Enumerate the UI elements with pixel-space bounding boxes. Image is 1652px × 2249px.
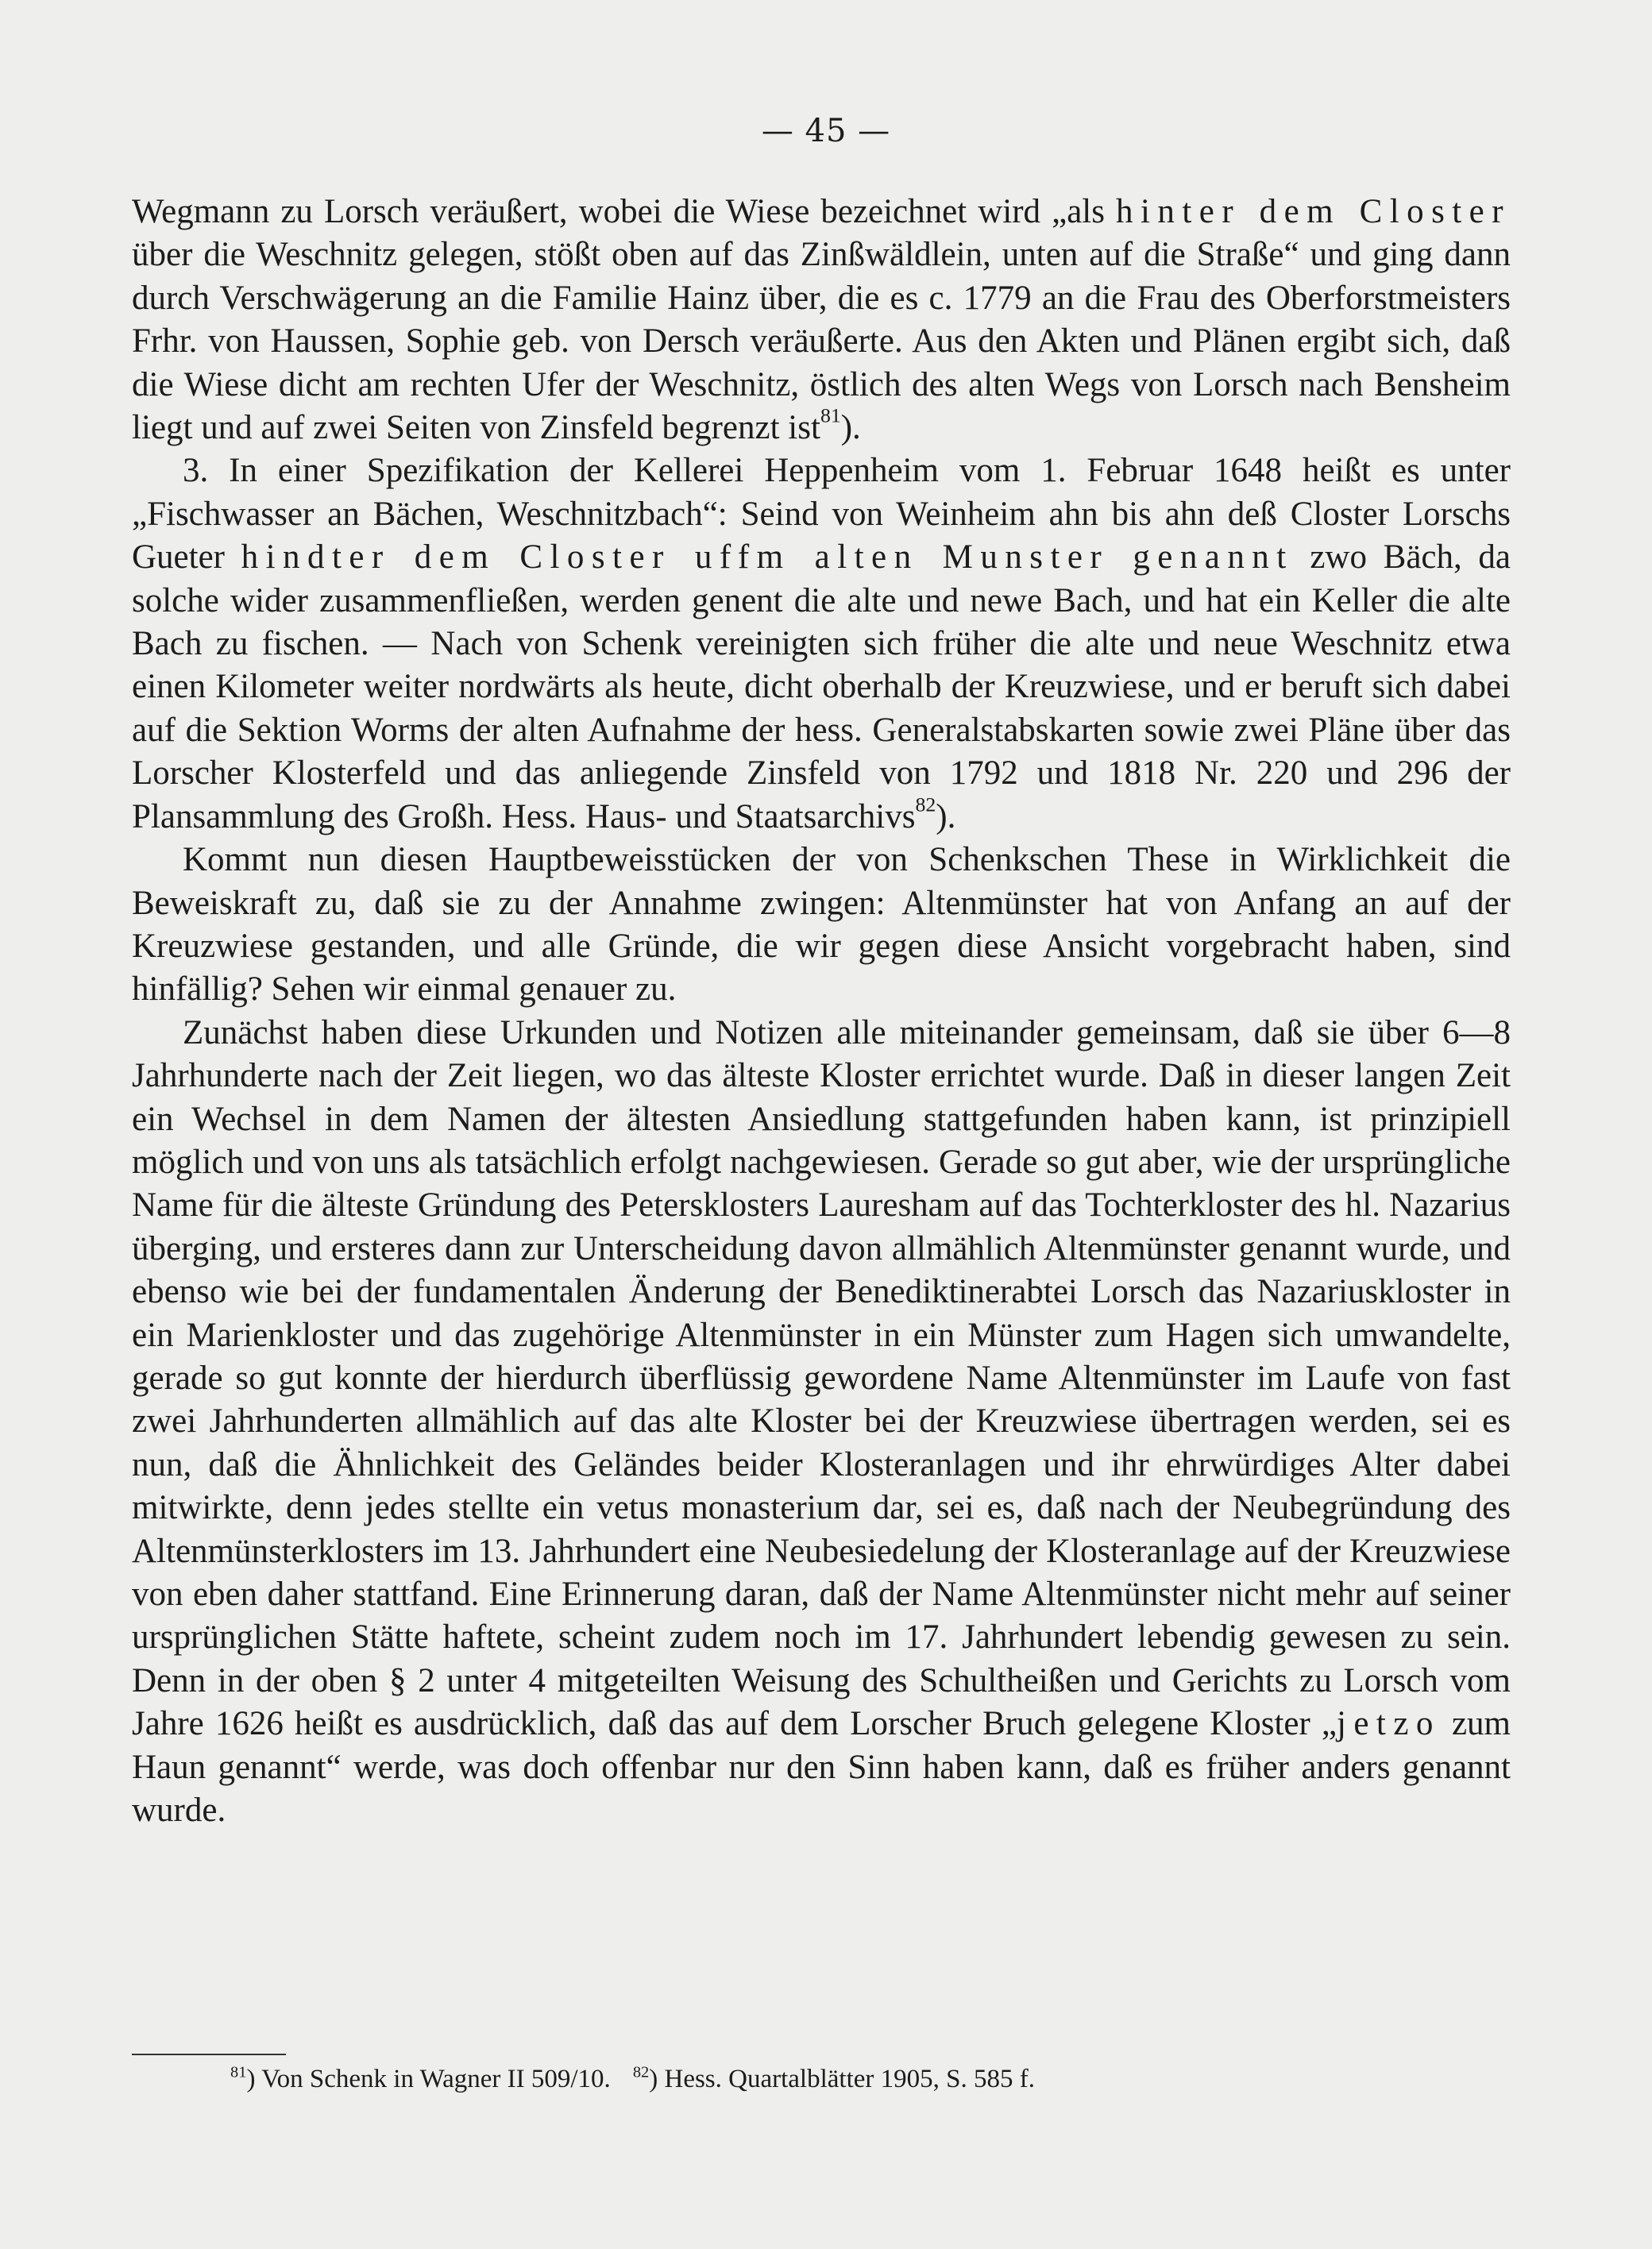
spaced-text: hinter dem Closter [1116,193,1511,230]
footnotes [230,2062,1501,2097]
paragraph-3: Kommt nun diesen Hauptbeweisstücken der von Schenkschen These in Wirklichkeit die Beweiskraft zu, daß sie zu der Annahme zwingen: Altenmünster hat von Anfang an auf der Kreuzwiese gestanden, und alle Gründe, die wir gegen diese Ansicht vorgebracht haben, sind hinfällig? Sehen wir einmal genauer zu. [132,841,1511,1009]
main-text [132,191,1511,1832]
paragraph-2 [132,449,1511,839]
footnote-ref-82: 82 [915,793,936,816]
footnote-mark: 81 [230,2063,247,2081]
footnote-82 [633,2065,1035,2093]
text-run: Wegmann zu Lorsch veräußert, wobei die Wiese bezeichnet wird „als [132,193,1117,230]
text-run: zwo Bäch, da solche wider zusammenfließen, werden genent die alte und newe Bach, und hat ein Keller die alte Bach zu fischen. — Nach von Schenk vereinigten sich früher die alte und neue Weschnitz etwa einen Kilometer weiter nordwärts als heute, dicht oberhalb der Kreuzwiese, und er beruft sich dabei auf die Sektion Worms der alten Aufnahme der hess. Generalstabskarten sowie zwei Pläne über das Lorscher Klosterfeld und das anliegende Zinsfeld von 1792 und 1818 Nr. 220 und 296 der Plansammlung des Großh. Hess. Haus- und Staatsarchivs [132,538,1511,835]
footnote-text: ) Hess. Quartalblätter 1905, S. 585 f. [649,2065,1035,2093]
footnote-ref-81: 81 [820,403,841,427]
text-run: über die Weschnitz gelegen, stößt oben auf das Zinßwäldlein, unten auf die Straße“ und ging dann durch Verschwägerung an die Familie Hainz über, die es c. 1779 an die Frau des Oberforstmeisters Frhr. von Haussen, Sophie geb. von Dersch veräußerte. Aus den Akten und Plänen ergibt sich, daß die Wiese dicht am rechten Ufer der Weschnitz, östlich des alten Wegs von Lorsch nach Bensheim liegt und auf zwei Seiten von Zinsfeld begrenzt ist [132,236,1511,447]
spaced-text: hindter dem Closter uffm alten Munster genannt [241,538,1294,577]
text-run: ). [840,409,861,447]
text-run: ). [936,797,956,835]
paragraph-4 [132,1012,1511,1833]
footnote-81 [230,2065,611,2093]
footnote-mark: 82 [632,2063,650,2081]
text-run: 3. In einer Spezifikation der Kellerei Heppenheim vom 1. Februar 1648 heißt es unter „Fischwasser an Bächen, Weschnitzbach“: Seind von Weinheim ahn bis ahn deß Closter Lorschs Gueter [132,452,1511,577]
footnote-text: ) Von Schenk in Wagner II 509/10. [246,2065,611,2093]
spaced-text: jetzo [1336,1705,1441,1743]
footnote-divider [132,2054,286,2055]
paragraph-1 [132,191,1511,449]
page-number: — 45 — [761,113,891,149]
text-run: Zunächst haben diese Urkunden und Notizen alle miteinander gemeinsam, daß sie über 6—8 Jahrhunderte nach der Zeit liegen, wo das älteste Kloster errichtet wurde. Daß in dieser langen Zeit ein Wechsel in dem Namen der ältesten Ansiedlung stattgefunden haben kann, ist prinzipiell möglich und von uns als tatsächlich erfolgt nachgewiesen. Gerade so gut aber, wie der ursprüngliche Name für die älteste Gründung des Petersklosters Lauresham auf das Tochterkloster des hl. Nazarius überging, und ersteres dann zur Unterscheidung davon allmählich Altenmünster genannt wurde, und ebenso wie bei der fundamentalen Änderung der Benediktinerabtei Lorsch das Nazariuskloster in ein Marienkloster und das zugehörige Altenmünster in ein Münster zum Hagen sich umwandelte, gerade so gut konnte der hierdurch überflüssig gewordene Name Altenmünster im Laufe von fast zwei Jahrhunderten allmählich auf das alte Kloster bei der Kreuzwiese übertragen werden, sei es nun, daß die Ähnlichkeit des Geländes beider Klosteranlagen und ihr ehrwürdiges Alter dabei mitwirkte, denn jedes stellte ein vetus monasterium dar, sei es, daß nach der Neubegründung des Altenmünsterklosters im 13. Jahrhundert eine Neubesiedelung der Klosteranlage auf der Kreuzwiese von eben daher stattfand. Eine Erinnerung daran, daß der Name Altenmünster nicht mehr auf seiner ursprünglichen Stätte haftete, scheint zudem noch im 17. Jahrhundert lebendig gewesen zu sein. Denn in der oben § 2 unter 4 mitgeteilten Weisung des Schultheißen und Gerichts zu Lorsch vom Jahre 1626 heißt es ausdrücklich, daß das auf dem Lorscher Bruch gelegene Kloster „ [132,1013,1511,1743]
text-run: zum Haun genannt“ werde, was doch offenbar nur den Sinn haben kann, daß es früher anders genannt wurde. [132,1705,1511,1830]
